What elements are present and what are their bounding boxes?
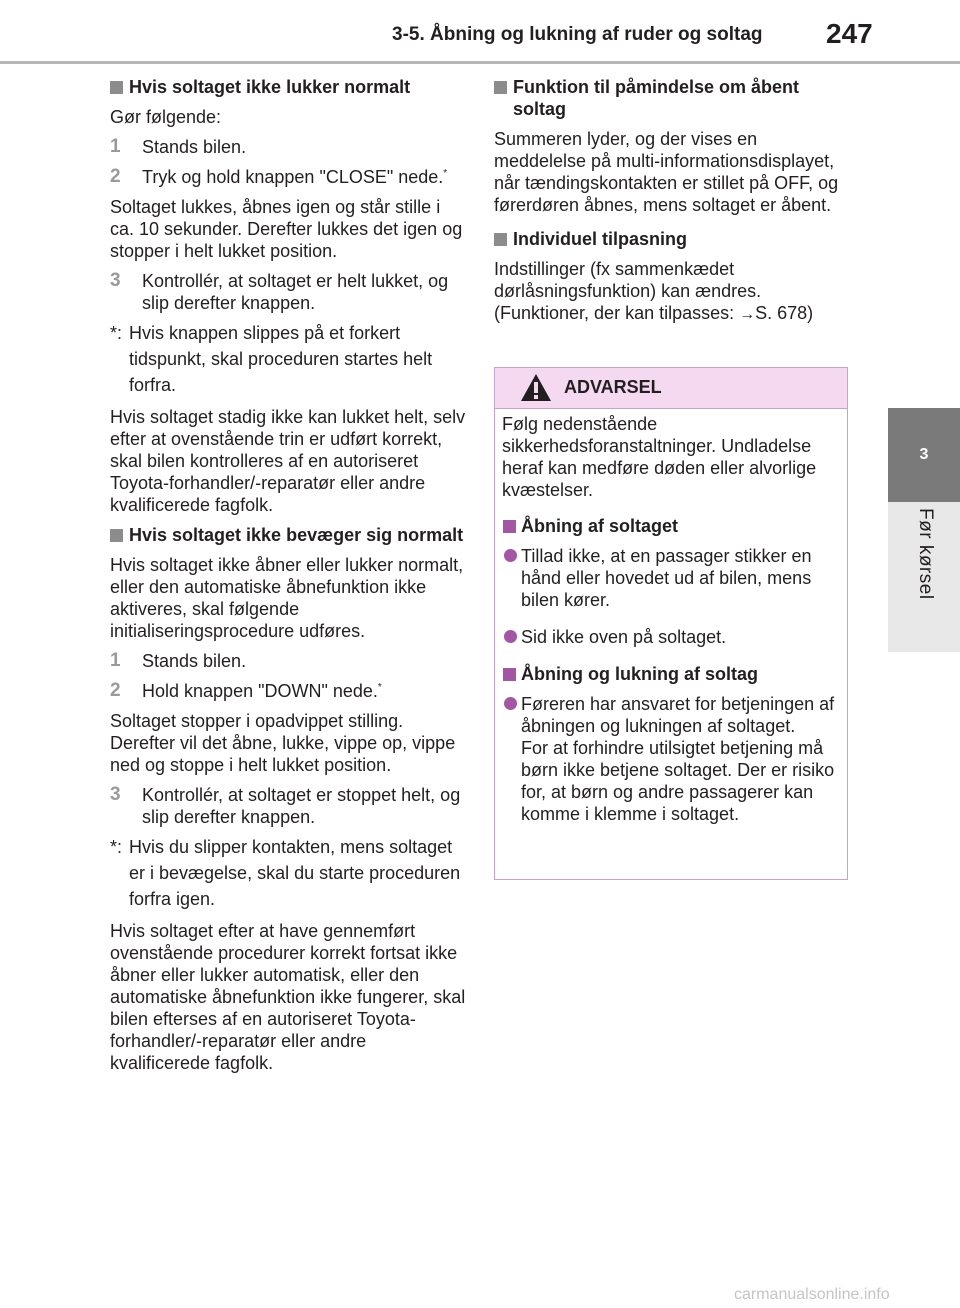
step-number: 3 [110,784,121,805]
chapter-number: 3 [919,446,929,463]
square-bullet-icon [494,81,507,94]
warning-bullet [502,626,841,648]
step-number: 3 [110,270,121,291]
heading-text: Hvis soltaget ikke bevæger sig normalt [129,525,464,545]
square-bullet-icon [110,529,123,542]
footnote-text: Hvis du slipper kontakten, mens soltaget er i bevægelse, skal du starte proceduren forfra igen. [129,837,461,909]
square-bullet-icon [503,520,516,533]
circle-bullet-icon [504,549,517,562]
paragraph: Hvis soltaget efter at have gennemført ovenstående procedurer korrekt fortsat ikke åbner eller lukker automatisk, eller den automatiske åbnefunktion ikke fungerer, skal bilen efterses af en autoriseret Toyota-forhandler/-reparatør eller andre kvalificerede fagfolk. [110,921,466,1073]
step-text: Hold knappen "DOWN" nede. [142,681,378,701]
circle-bullet-icon [504,697,517,710]
step-number: 2 [110,166,121,187]
paragraph-text: Indstillinger (fx sammenkædet dørlåsningsfunktion) kan ændres. (Funktioner, der kan tilpasses: [494,259,762,323]
section-heading [110,524,466,546]
step-number: 1 [110,650,121,671]
bullet-text: For at forhindre utilsigtet betjening må børn ikke betjene soltaget. Der er risiko for, at børn og andre passagerer kan komme i klemme i soltaget. [521,738,835,824]
paragraph: Gør følgende: [110,107,222,127]
heading-text: Hvis soltaget ikke lukker normalt [129,77,411,97]
footnote-mark: *: [110,323,123,343]
paragraph [494,258,848,326]
footnote-mark: *: [110,837,123,857]
warning-exclamation-dot [534,395,538,399]
warning-subheading [502,515,841,537]
section-heading [494,228,848,250]
step-text: Tryk og hold knappen "CLOSE" nede. [142,167,444,187]
square-bullet-icon [503,668,516,681]
page-reference: S. 678) [755,303,814,323]
step-item [110,678,466,704]
warning-subheading [502,663,841,685]
step-text: Kontrollér, at soltaget er stoppet helt, og slip derefter knappen. [142,785,461,827]
step-number: 2 [110,680,121,701]
heading-text: Individuel tilpasning [513,229,688,249]
step-item [110,270,466,314]
subheading-text: Åbning af soltaget [521,516,678,536]
step-number: 1 [110,136,121,157]
step-text: Kontrollér, at soltaget er helt lukket, og slip derefter knappen. [142,271,449,313]
circle-bullet-icon [504,630,517,643]
paragraph: Summeren lyder, og der vises en meddelelse på multi-informationsdisplayet, når tændingskontakten er stillet på OFF, og førerdøren åbnes, mens soltaget er åbent. [494,129,839,215]
warning-bullet [502,693,841,825]
paragraph: Soltaget lukkes, åbnes igen og står stille i ca. 10 sekunder. Derefter lukkes det igen og stopper i helt lukket position. [110,197,463,261]
chapter-label: Før kørsel [915,508,936,600]
subheading-text: Åbning og lukning af soltag [521,664,758,684]
left-column [110,72,466,1082]
paragraph: Soltaget stopper i opadvippet stilling. Derefter vil det åbne, lukke, vippe op, vippe ned og stoppe i helt lukket position. [110,711,456,775]
step-item [110,164,466,190]
chapter-label-tab [888,502,960,652]
section-heading [494,76,848,120]
section-heading [110,76,466,98]
chapter-tab [888,408,960,502]
step-text: Stands bilen. [142,651,247,671]
heading-text: Funktion til påmindelse om åbent soltag [513,77,800,119]
step-text: Stands bilen. [142,137,247,157]
warning-header [495,368,847,409]
header-rule [0,61,960,64]
paragraph: Hvis soltaget stadig ikke kan lukket helt, selv efter at ovenstående trin er udført korrekt, skal bilen kontrolleres af en autoriseret Toyota-forhandler/-reparatør eller andre kvalificerede fagfolk. [110,407,466,515]
footnote [110,834,466,912]
warning-bullet [502,545,841,611]
paragraph: Hvis soltaget ikke åbner eller lukker normalt, eller den automatiske åbnefunktion ikke aktiveres, skal følgende initialiseringsprocedure udføres. [110,555,464,641]
square-bullet-icon [110,81,123,94]
footnote-asterisk: * [377,682,382,693]
footnote-asterisk: * [443,168,448,179]
bullet-text: Tillad ikke, at en passager stikker en hånd eller hovedet ud af bilen, mens bilen kører. [521,546,812,610]
arrow-right-icon: → [739,306,756,323]
step-item [110,784,466,828]
page-number: 247 [826,18,873,49]
warning-body [495,409,847,825]
bullet-text: Føreren har ansvaret for betjeningen af åbningen og lukningen af soltaget. [521,694,835,736]
footnote [110,320,466,398]
step-item [110,136,466,158]
section-title: 3-5. Åbning og lukning af ruder og soltag [392,24,763,45]
warning-intro: Følg nedenstående sikkerhedsforanstaltninger. Undladelse heraf kan medføre døden eller alvorlige kvæstelser. [502,414,817,500]
warning-exclamation-bar [534,382,538,393]
warning-box [494,367,848,880]
bullet-text: Sid ikke oven på soltaget. [521,627,727,647]
warning-title: ADVARSEL [564,377,662,397]
watermark: carmanualsonline.info [734,1286,890,1303]
square-bullet-icon [494,233,507,246]
footnote-text: Hvis knappen slippes på et forkert tidspunkt, skal proceduren startes helt forfra. [129,323,433,395]
step-item [110,650,466,672]
right-column [494,72,848,334]
